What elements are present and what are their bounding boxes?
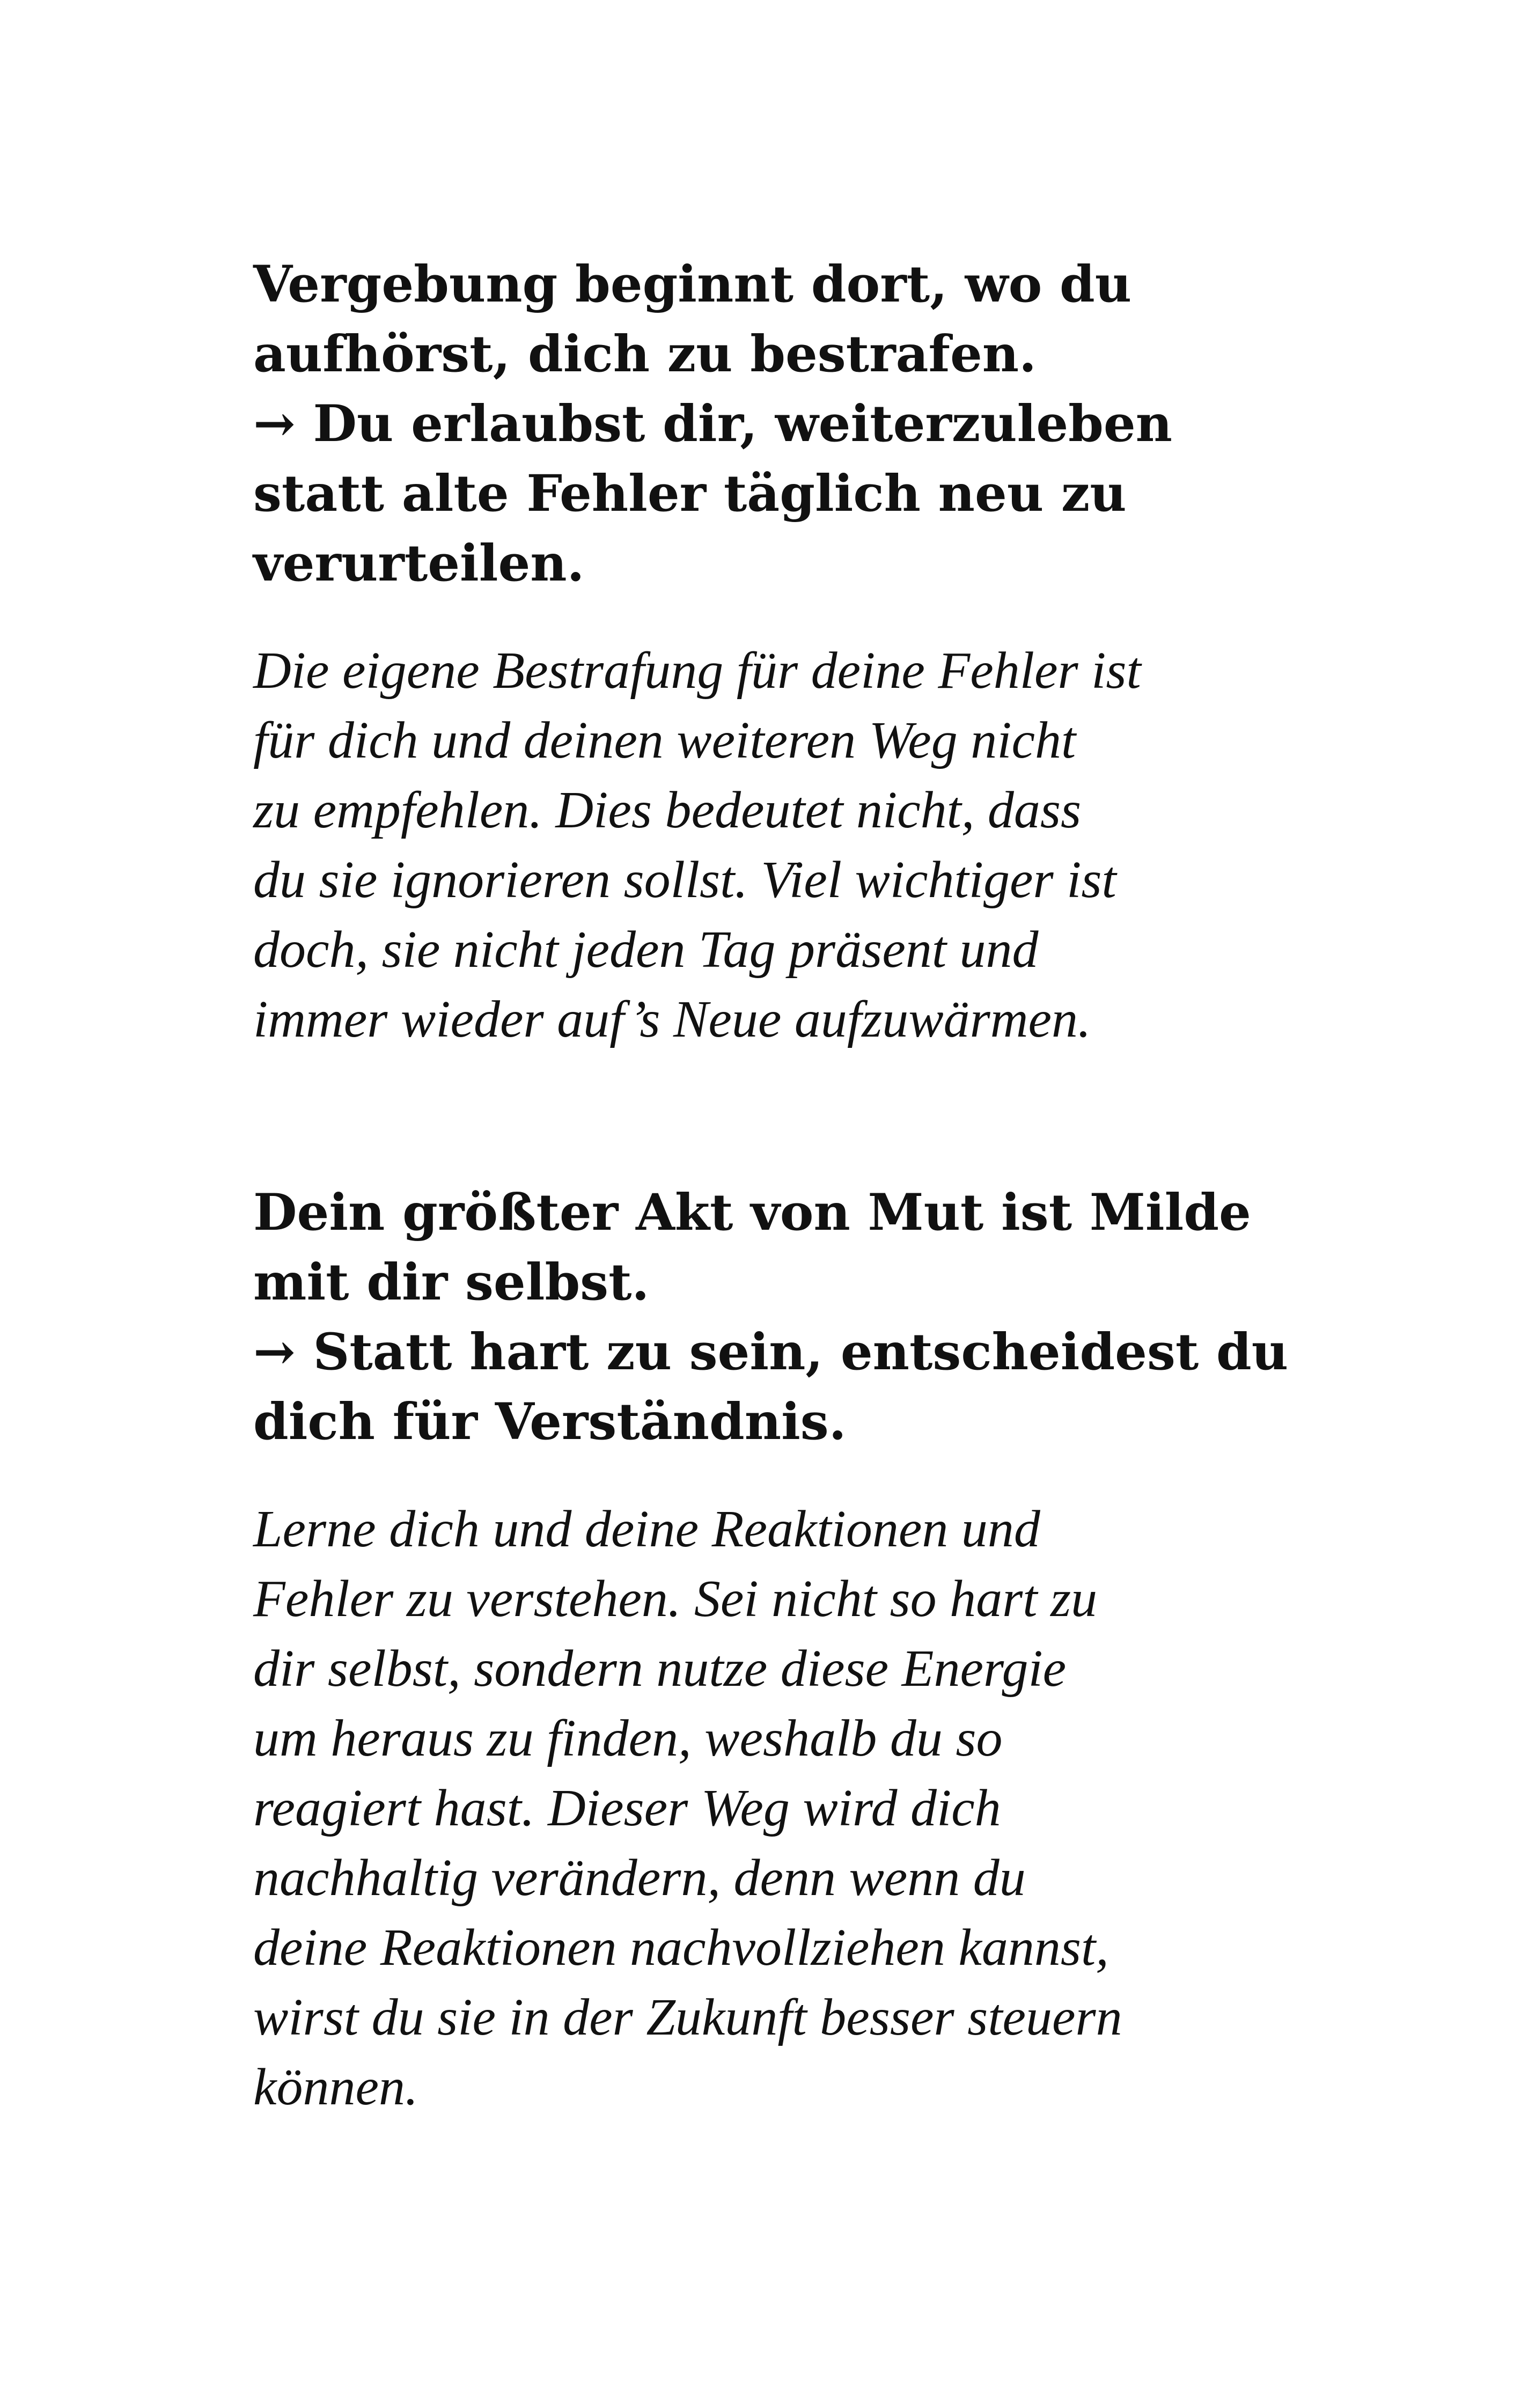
section-forgiveness — [253, 249, 1316, 1054]
body-line: zu empfehlen. Dies bedeutet nicht, dass — [253, 781, 1082, 839]
heading-line: → Du erlaubst dir, weiterzuleben — [253, 394, 1173, 453]
section-body — [253, 1494, 1316, 2122]
heading-line: aufhörst, dich zu bestrafen. — [253, 325, 1037, 384]
body-line: dir selbst, sondern nutze diese Energie — [253, 1640, 1067, 1698]
heading-line: → Statt hart zu sein, entscheidest du — [253, 1323, 1289, 1382]
body-line: wirst du sie in der Zukunft besser steuern — [253, 1988, 1122, 2046]
body-line: für dich und deinen weiteren Weg nicht — [253, 711, 1076, 769]
body-line: deine Reaktionen nachvollziehen kannst, — [253, 1919, 1109, 1977]
heading-line: dich für Verständnis. — [253, 1392, 847, 1451]
body-line: Lerne dich und deine Reaktionen und — [253, 1500, 1040, 1558]
body-line: du sie ignorieren sollst. Viel wichtiger ist — [253, 851, 1116, 909]
body-line: Die eigene Bestrafung für deine Fehler ist — [253, 642, 1141, 700]
body-line: doch, sie nicht jeden Tag präsent und — [253, 921, 1039, 979]
heading-line: mit dir selbst. — [253, 1253, 650, 1312]
section-heading — [253, 1178, 1316, 1457]
body-line: Fehler zu verstehen. Sei nicht so hart zu — [253, 1570, 1098, 1628]
section-courage — [253, 1178, 1316, 2122]
body-line: können. — [253, 2058, 418, 2116]
body-line: immer wieder auf’s Neue aufzuwärmen. — [253, 990, 1091, 1048]
heading-line: Dein größter Akt von Mut ist Milde — [253, 1183, 1251, 1242]
section-body — [253, 636, 1316, 1054]
body-line: um heraus zu finden, weshalb du so — [253, 1709, 1003, 1767]
heading-line: verurteilen. — [253, 534, 585, 593]
body-line: nachhaltig verändern, denn wenn du — [253, 1849, 1026, 1907]
heading-line: Vergebung beginnt dort, wo du — [253, 255, 1132, 314]
heading-line: statt alte Fehler täglich neu zu — [253, 464, 1127, 523]
section-heading — [253, 249, 1316, 598]
body-line: reagiert hast. Dieser Weg wird dich — [253, 1779, 1001, 1837]
